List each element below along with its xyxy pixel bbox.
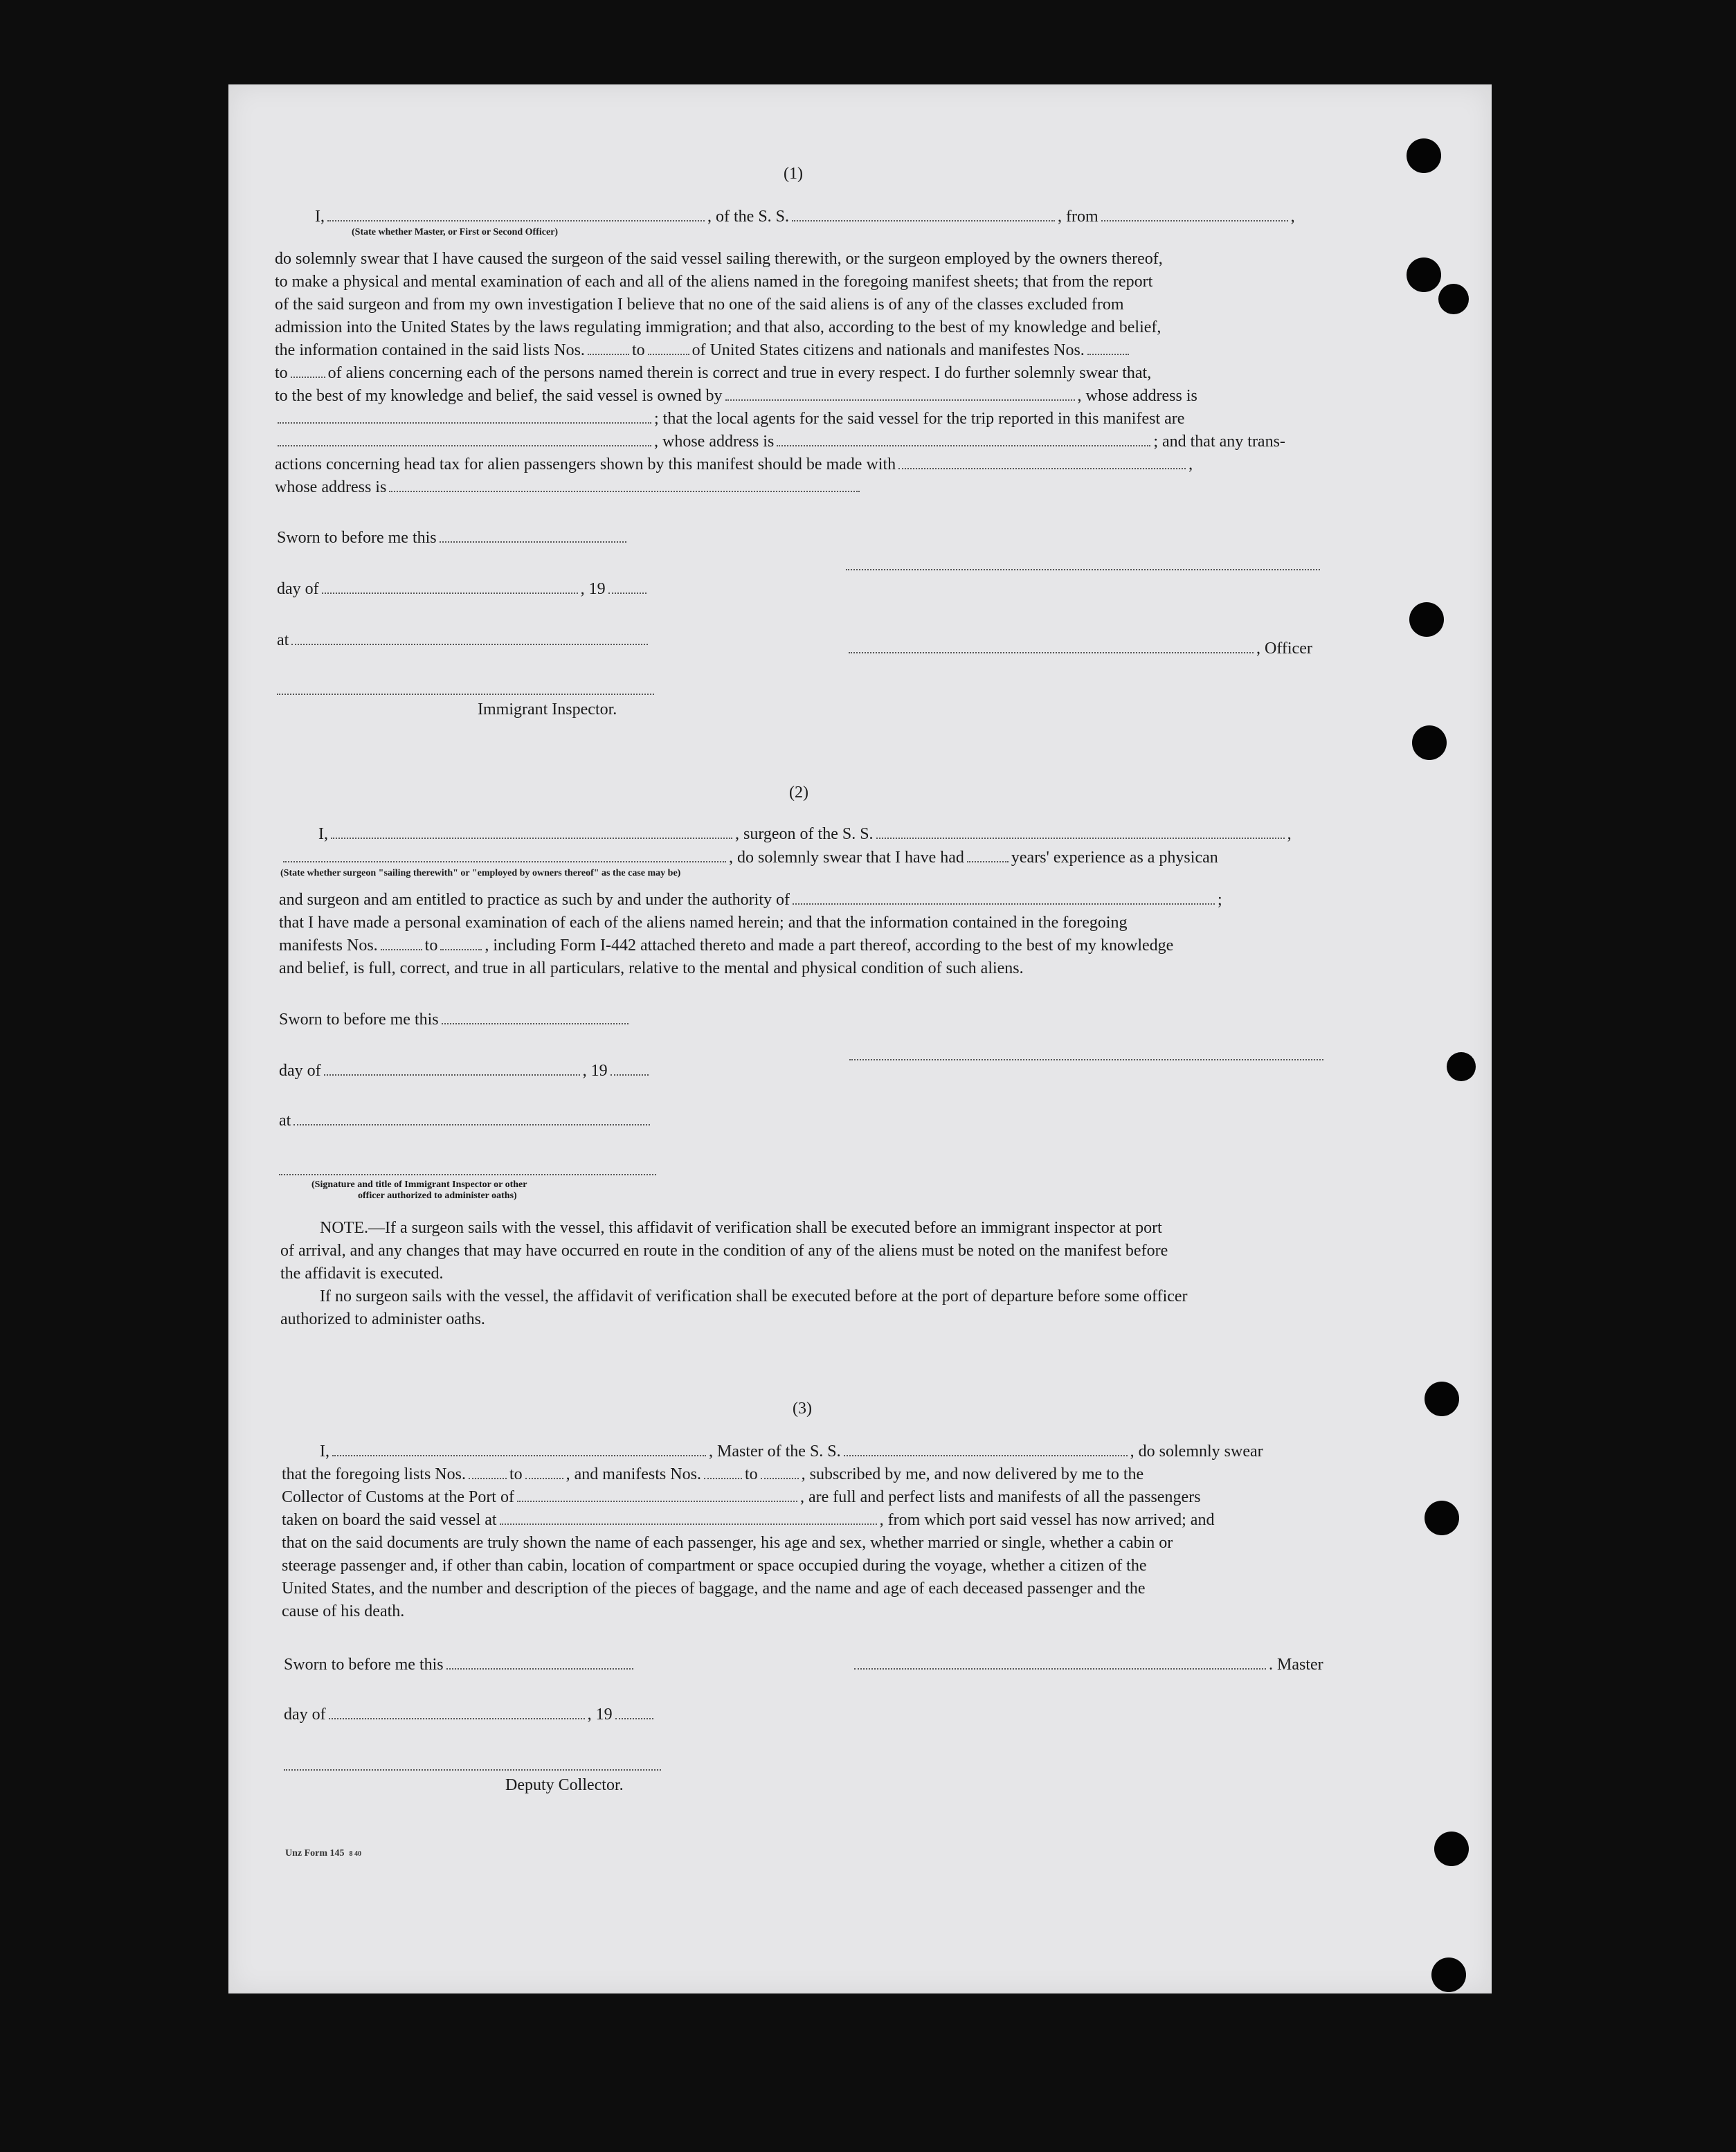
punch-hole (1447, 1052, 1476, 1081)
s2-line-2: , do solemnly swear that I have had years' experience as a physican (280, 847, 1218, 868)
punch-hole (1425, 1382, 1459, 1416)
s3-line-1: I, , Master of the S. S. , do solemnly swear (320, 1443, 1263, 1461)
s2-line-1: I, , surgeon of the S. S. , (318, 825, 1292, 843)
s1-paragraph: do solemnly swear that I have caused the surgeon of the said vessel sailing therewith, or the surgeon employed by the owners thereof, to make a physical and mental examination of each and all of the aliens named in the foregoing manifest sheets; that from the report of the said surgeon and from my own investigation I believe that no one of the said aliens is of any of the classes excluded from admission into the United States by the laws regulating immigration; and that also, according to the best of my knowledge and belief, the information contained in the said lists Nos. to of United States citizens and nationals and manifestes Nos. to of aliens concerning each of the persons named therein is correct and true in every respect. I do further solemnly swear that, to the best of my knowledge and belief, the said vessel is owned by , whose address is ; that the local agents for the said vessel for the trip reported in this manifest are , whose address is ; and that any trans- actions concerning head tax for alien passengers shown by this manifest should be made with , whose address is (275, 250, 1285, 496)
s3-collector: Deputy Collector. (505, 1776, 624, 1794)
s3-day-of: day of , 19 (284, 1704, 656, 1725)
s1-at: at (277, 630, 651, 651)
s2-signature-note-2: officer authorized to administer oaths) (358, 1191, 517, 1201)
s1-officer-note: (State whether Master, or First or Second Officer) (352, 227, 559, 237)
s1-inspector-line (277, 692, 654, 695)
section-1-heading: (1) (784, 165, 803, 183)
section-2-heading: (2) (789, 784, 808, 802)
s2-signature-line (849, 1058, 1323, 1060)
s2-note: NOTE.—If a surgeon sails with the vessel, this affidavit of verification shall be executed before an immigrant inspector at port of arrival, and any changes that may have occurred en route in the condition of any of the aliens must be noted on the manifest before the affidavit is executed. If no surgeon sails with the vessel, the affidavit of verification shall be executed before at the port of departure before some officer authorized to administer oaths. (280, 1219, 1188, 1328)
s1-from: , from (1058, 208, 1098, 226)
form-id: Unz Form 145 8 40 (285, 1848, 362, 1859)
s2-at: at (279, 1110, 653, 1131)
s1-inspector: Immigrant Inspector. (478, 700, 617, 718)
s1-signature-line (846, 568, 1320, 570)
s3-sworn: Sworn to before me this (284, 1654, 636, 1675)
s2-signature-note-1: (Signature and title of Immigrant Inspector or other (311, 1179, 527, 1190)
s1-officer-line: , Officer (846, 638, 1312, 659)
s1-of-ss: , of the S. S. (707, 208, 790, 226)
punch-hole (1407, 257, 1441, 292)
punch-hole (1407, 138, 1441, 173)
s2-sworn: Sworn to before me this (279, 1009, 631, 1030)
punch-hole (1409, 602, 1444, 637)
punch-hole (1438, 284, 1469, 314)
s1-day-of: day of , 19 (277, 579, 649, 599)
s1-line-1: I, , of the S. S. , from , (315, 208, 1295, 226)
s2-signature-title-line (279, 1173, 656, 1175)
s1-i: I, (315, 208, 325, 226)
s2-day-of: day of , 19 (279, 1060, 651, 1081)
s1-sworn: Sworn to before me this (277, 527, 629, 548)
punch-hole (1412, 725, 1447, 760)
punch-hole (1431, 1957, 1466, 1992)
punch-hole (1425, 1501, 1459, 1535)
s2-paragraph: and surgeon and am entitled to practice as such by and under the authority of ; that I have made a personal examination of each of the aliens named herein; and that the information contained in the foregoing manifests Nos. to , including Form I-442 attached thereto and made a part thereof, according to the best of my knowledge and belief, is full, correct, and true in all particulars, relative to the mental and physical condition of such aliens. (279, 891, 1222, 977)
s2-surgeon-note: (State whether surgeon "sailing therewith" or "employed by owners thereof" as the case may be) (280, 868, 681, 878)
punch-hole (1434, 1832, 1469, 1866)
s3-collector-line (284, 1768, 661, 1771)
section-3-heading: (3) (793, 1400, 812, 1418)
s3-paragraph: that the foregoing lists Nos. to , and manifests Nos. to , subscribed by me, and now delivered by me to the Collector of Customs at the Port of , are full and perfect lists and manifests of all the passengers taken on board the said vessel at , from which port said vessel has now arrived; and that on the said documents are truly shown the name of each passenger, his age and sex, whether married or single, whether a cabin or steerage passenger and, if other than cabin, location of compartment or space occupied during the voyage, whether a citizen of the United States, and the number and description of the pieces of baggage, and the name and age of each deceased passenger and the cause of his death. (282, 1465, 1215, 1620)
s3-master-line: . Master (851, 1654, 1323, 1675)
